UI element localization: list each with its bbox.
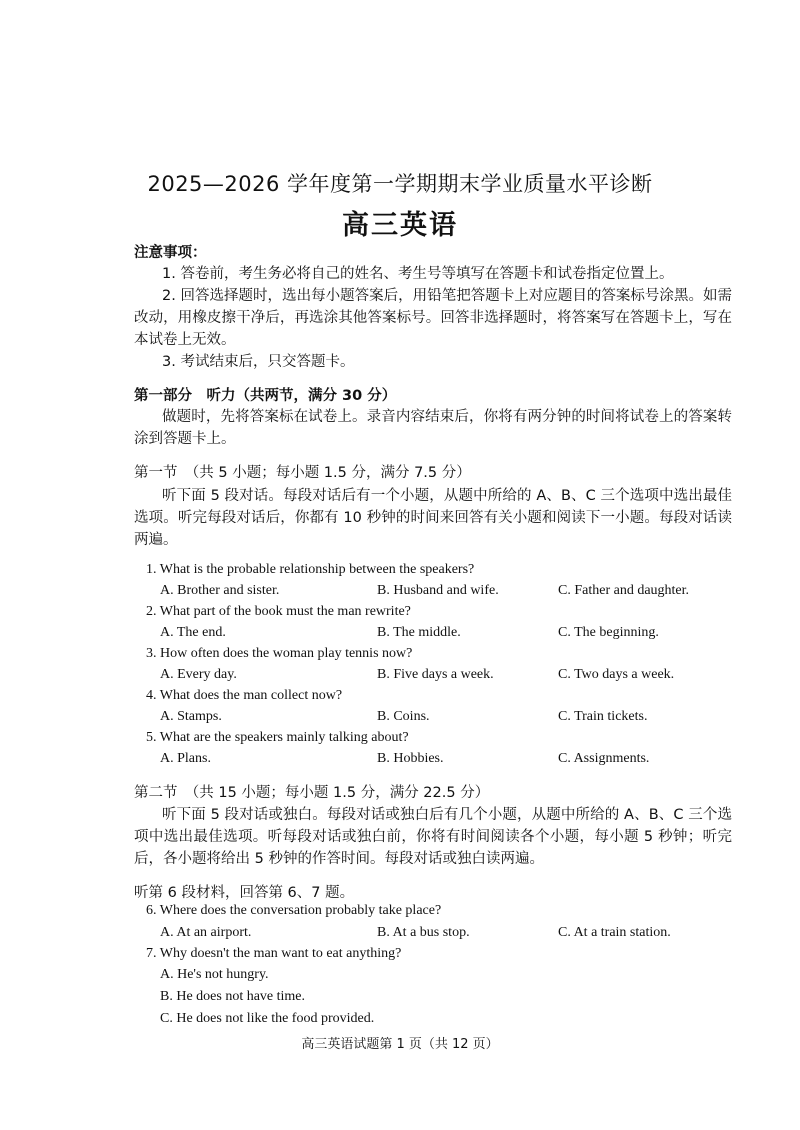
- notice-item-1: 1. 答卷前，考生务必将自己的姓名、考生号等填写在答题卡和试卷指定位置上。: [162, 266, 674, 282]
- q1-option-b: B. Husband and wife.: [377, 583, 499, 598]
- question-1: 1. What is the probable relationship between the speakers?: [146, 562, 475, 577]
- question-7: 7. Why doesn't the man want to eat anything?: [146, 946, 402, 961]
- notice-item-3: 3. 考试结束后，只交答题卡。: [162, 354, 355, 370]
- q2-option-c: C. The beginning.: [558, 625, 659, 640]
- q6-option-b: B. At a bus stop.: [377, 925, 470, 940]
- q2-option-b: B. The middle.: [377, 625, 461, 640]
- q4-option-b: B. Coins.: [377, 709, 430, 724]
- notice-item-2: 2. 回答选择题时，选出每小题答案后，用铅笔把答题卡上对应题目的答案标号涂黑。如需改动，用橡皮擦干净后，再选涂其他答案标号。回答非选择题时，将答案写在答题卡上，写在本试卷上无效。: [134, 288, 732, 348]
- section2-intro: 听下面 5 段对话或独白。每段对话或独白后有几个小题，从题中所给的 A、B、C 三个选项中选出最佳选项。听每段对话或独白前，你将有时间阅读各个小题，每小题 5 秒钟；听完后，各小题将给出 5 秒钟的作答时间。每段对话或独白读两遍。: [134, 807, 732, 867]
- question-5: 5. What are the speakers mainly talking about?: [146, 730, 409, 745]
- q5-option-c: C. Assignments.: [558, 751, 650, 766]
- q6-option-a: A. At an airport.: [160, 925, 252, 940]
- part1-intro: 做题时，先将答案标在试卷上。录音内容结束后，你将有两分钟的时间将试卷上的答案转涂到答题卡上。: [134, 409, 732, 447]
- q4-option-c: C. Train tickets.: [558, 709, 648, 724]
- q3-option-a: A. Every day.: [160, 667, 237, 682]
- section2-heading: 第二节 （共 15 小题；每小题 1.5 分，满分 22.5 分）: [134, 785, 490, 801]
- section1-intro: 听下面 5 段对话。每段对话后有一个小题，从题中所给的 A、B、C 三个选项中选出最佳选项。听完每段对话后，你都有 10 秒钟的时间来回答有关小题和阅读下一小题。每段对话读两遍。: [134, 488, 732, 548]
- q5-option-a: A. Plans.: [160, 751, 211, 766]
- q1-option-a: A. Brother and sister.: [160, 583, 280, 598]
- section1-heading: 第一节 （共 5 小题；每小题 1.5 分，满分 7.5 分）: [134, 465, 471, 481]
- part1-heading: 第一部分 听力（共两节，满分 30 分）: [134, 388, 397, 404]
- q3-option-b: B. Five days a week.: [377, 667, 494, 682]
- q1-option-c: C. Father and daughter.: [558, 583, 690, 598]
- q2-option-a: A. The end.: [160, 625, 226, 640]
- page-footer: 高三英语试题第 1 页（共 12 页）: [301, 1037, 499, 1052]
- exam-title: 2025—2026 学年度第一学期期末学业质量水平诊断: [147, 172, 653, 196]
- subject-title: 高三英语: [342, 210, 458, 241]
- notice-heading: 注意事项：: [134, 245, 207, 261]
- question-4: 4. What does the man collect now?: [146, 688, 343, 703]
- q7-option-a: A. He's not hungry.: [160, 967, 269, 982]
- question-6: 6. Where does the conversation probably take place?: [146, 903, 442, 918]
- q7-option-c: C. He does not like the food provided.: [160, 1011, 375, 1026]
- q5-option-b: B. Hobbies.: [377, 751, 444, 766]
- q3-option-c: C. Two days a week.: [558, 667, 675, 682]
- q7-option-b: B. He does not have time.: [160, 989, 306, 1004]
- question-2: 2. What part of the book must the man rewrite?: [146, 604, 411, 619]
- material-6-instruction: 听第 6 段材料，回答第 6、7 题。: [134, 885, 355, 901]
- q6-option-c: C. At a train station.: [558, 925, 671, 940]
- question-3: 3. How often does the woman play tennis now?: [146, 646, 413, 661]
- q4-option-a: A. Stamps.: [160, 709, 222, 724]
